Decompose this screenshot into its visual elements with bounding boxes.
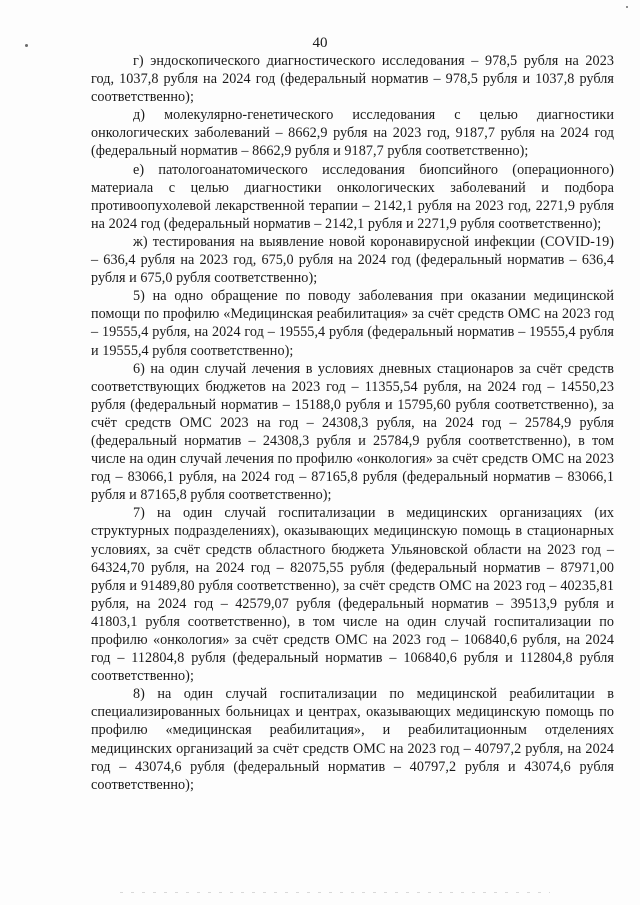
scan-artifact-line: [120, 892, 550, 893]
paragraph-item-e: е) патологоанатомического исследования биопсийного (операционного) материала с целью диагностики онкологических заболеваний и подбора противоопухолевой лекарственной терапии – 2142,1 рубля на 2023 год, 2271,9 рубля на 2024 год (федеральный норматив – 2142,1 рубля и 2271,9 рубля соответственно);: [91, 161, 614, 232]
paragraph-item-g: г) эндоскопического диагностического исследования – 978,5 рубля на 2023 год, 1037,8 рубля на 2024 год (федеральный норматив – 978,5 рубля и 1037,8 рубля соответственно);: [91, 53, 614, 106]
page-number: 40: [312, 35, 328, 51]
paragraph-item-d: д) молекулярно-генетического исследования с целью диагностики онкологических заболеваний – 8662,9 рубля на 2023 год, 9187,7 рубля на 2024 год (федеральный норматив – 8662,9 рубля и 9187,7 рубля соответственно);: [91, 107, 614, 160]
paragraph-item-8: 8) на один случай госпитализации по медицинской реабилитации в специализированных больницах и центрах, оказывающих медицинскую помощь по профилю «медицинская реабилитация», и реабилитационным отделениях медицинских организаций за счёт средств ОМС на 2023 год – 40797,2 рубля, на 2024 год – 43074,6 рубля (федеральный норматив – 40797,2 рубля и 43074,6 рубля соответственно);: [91, 686, 614, 793]
paragraph-item-zh: ж) тестирования на выявление новой коронавирусной инфекции (COVID-19) – 636,4 рубля на 2023 год, 675,0 рубля на 2024 год (федеральный норматив – 636,4 рубля и 675,0 рубля соответственно);: [91, 233, 614, 287]
document-body: [91, 52, 614, 794]
paragraph-item-7: 7) на один случай госпитализации в медицинских организациях (их структурных подразделениях), оказывающих медицинскую помощь в стационарных условиях, за счёт средств областного бюджета Ульяновской области на 2023 год – 64324,70 рубля, на 2024 год – 82075,55 рубля (федеральный норматив – 87971,00 рубля и 91489,80 рубля соответственно), за счёт средств ОМС на 2023 год – 40235,81 рубля, на 2024 год – 42579,07 рубля (федеральный норматив – 39513,9 рубля и 41803,1 рубля соответственно), в том числе на один случай госпитализации по профилю «онкология» за счёт средств ОМС на 2023 год – 106840,6 рубля, на 2024 год – 112804,8 рубля (федеральный норматив – 106840,6 рубля и 112804,8 рубля соответственно);: [91, 505, 614, 685]
paragraph-item-5: 5) на одно обращение по поводу заболевания при оказании медицинской помощи по профилю «Медицинская реабилитация» за счёт средств ОМС на 2023 год – 19555,4 рубля, на 2024 год – 19555,4 рубля (федеральный норматив – 19555,4 рубля и 19555,4 рубля соответственно);: [91, 288, 614, 359]
paragraph-item-6: 6) на один случай лечения в условиях дневных стационаров за счёт средств соответствующих бюджетов на 2023 год – 11355,54 рубля, на 2024 год – 14550,23 рубля (федеральный норматив – 15188,0 рубля и 15795,60 рубля соответственно), за счёт средств ОМС 2023 на год – 24308,3 рубля, на 2024 год – 25784,9 рубля (федеральный норматив – 24308,3 рубля и 25784,9 рубля соответственно), в том числе на один случай лечения по профилю «онкология» за счёт средств ОМС на 2023 год – 83066,1 рубля, на 2024 год – 87165,8 рубля (федеральный норматив – 83066,1 рубля и 87165,8 рубля соответственно);: [91, 360, 614, 504]
scan-speck: [626, 6, 628, 8]
